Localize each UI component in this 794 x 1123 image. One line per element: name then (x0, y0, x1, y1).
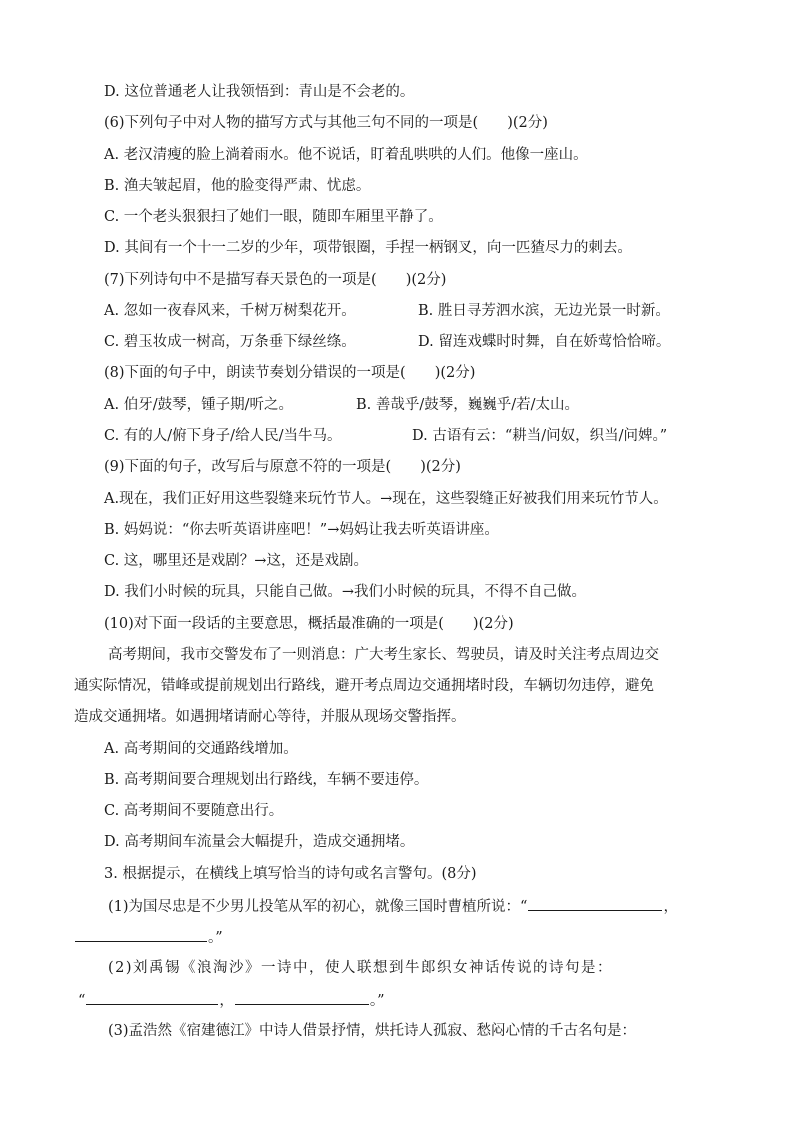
q8-option-d: D. 古语有云：“耕当/问奴，织当/问婢。” (412, 428, 668, 444)
section3-item2-line1 (108, 958, 712, 978)
q6-option-d: D. 其间有一个十一二岁的少年，项带银圈，手捏一柄钢叉，向一匹猹尽力的刺去。 (104, 240, 632, 256)
q6-option-c: C. 一个老头狠狠扫了她们一眼，随即车厢里平静了。 (104, 209, 443, 225)
answer-blank-2[interactable] (75, 927, 207, 942)
q8-option-c: C. 有的人/俯下身子/给人民/当牛马。 (104, 428, 342, 444)
q10-passage-line-3: 造成交通拥堵。如遇拥堵请耐心等待，并服从现场交警指挥。 (74, 709, 466, 725)
q10-option-d: D. 高考期间车流量会大幅提升，造成交通拥堵。 (104, 834, 415, 850)
section3-title: 3. 根据提示，在横线上填写恰当的诗句或名言警句。(8分) (104, 866, 477, 882)
q9-option-d: D. 我们小时候的玩具，只能自己做。→我们小时候的玩具，不得不自己做。 (104, 584, 586, 600)
q7-option-c: C. 碧玉妆成一树高，万条垂下绿丝绦。 (104, 334, 356, 350)
q8-option-a: A. 伯牙/鼓琴，锺子期/听之。 (104, 397, 293, 413)
q10-option-c: C. 高考期间不要随意出行。 (104, 803, 284, 819)
q7-options-row-1 (104, 301, 670, 321)
section3-item2-text: (2)刘禹锡《浪淘沙》一诗中，使人联想到牛郎织女神话传说的诗句是： (108, 960, 614, 976)
q7-options-row-2 (104, 332, 671, 352)
answer-blank-1[interactable] (528, 896, 662, 911)
q10-stem: (10)对下面一段话的主要意思，概括最准确的一项是( )(2分) (104, 616, 514, 632)
section3-item1-line1 (108, 896, 678, 917)
section3-item2-open: “ (78, 993, 86, 1009)
section3-item2-sep: ， (219, 993, 234, 1009)
section3-item1-line2 (74, 927, 223, 948)
q8-option-b: B. 善哉乎/鼓琴，巍巍乎/若/太山。 (356, 397, 580, 413)
q8-stem: (8)下面的句子中，朗读节奏划分错误的一项是( )(2分) (104, 365, 476, 381)
q10-passage-line-2: 通实际情况，错峰或提前规划出行路线，避开考点周边交通拥堵时段，车辆切勿违停，避免 (74, 678, 654, 694)
q9-option-b: B. 妈妈说：“你去听英语讲座吧！”→妈妈让我去听英语讲座。 (104, 522, 499, 538)
q10-passage-line-1: 高考期间，我市交警发布了一则消息：广大考生家长、驾驶员，请及时关注考点周边交 (108, 647, 659, 663)
q8-options-row-1 (104, 395, 580, 415)
section3-item2-line2 (78, 990, 385, 1011)
section3-item2-end: 。” (369, 993, 385, 1009)
q8-options-row-2 (104, 426, 668, 446)
q7-stem: (7)下列诗句中不是描写春天景色的一项是( )(2分) (104, 272, 447, 288)
q6-option-b: B. 渔夫皱起眉，他的脸变得严肃、忧虑。 (104, 178, 371, 194)
section3-item1-sep: ， (663, 899, 678, 915)
q7-option-b: B. 胜日寻芳泗水滨，无边光景一时新。 (418, 303, 670, 319)
q7-option-a: A. 忽如一夜春风来，千树万树梨花开。 (104, 303, 356, 319)
section3-item1-end: 。” (208, 930, 223, 946)
q6-option-a: A. 老汉清瘦的脸上淌着雨水。他不说话，盯着乱哄哄的人们。他像一座山。 (104, 147, 588, 163)
q7-option-d: D. 留连戏蝶时时舞，自在娇莺恰恰啼。 (418, 334, 671, 350)
q9-option-c: C. 这，哪里还是戏剧？→这，还是戏剧。 (104, 553, 368, 569)
section3-item3-line1: (3)孟浩然《宿建德江》中诗人借景抒情，烘托诗人孤寂、愁闷心情的千古名句是： (108, 1023, 637, 1039)
q5-option-d: D. 这位普通老人让我领悟到：青山是不会老的。 (104, 84, 415, 100)
q10-option-a: A. 高考期间的交通路线增加。 (104, 741, 298, 757)
q10-option-b: B. 高考期间要合理规划出行路线，车辆不要违停。 (104, 772, 429, 788)
answer-blank-3[interactable] (86, 990, 218, 1005)
answer-blank-4[interactable] (235, 990, 369, 1005)
section3-item1-text: (1)为国尽忠是不少男儿投笔从军的初心，就像三国时曹植所说：“ (108, 899, 528, 915)
q6-stem: (6)下列句子中对人物的描写方式与其他三句不同的一项是( )(2分) (104, 115, 548, 131)
q9-option-a: A.现在，我们正好用这些裂缝来玩竹节人。→现在，这些裂缝正好被我们用来玩竹节人。 (104, 491, 668, 507)
q9-stem: (9)下面的句子，改写后与原意不符的一项是( )(2分) (104, 459, 461, 475)
